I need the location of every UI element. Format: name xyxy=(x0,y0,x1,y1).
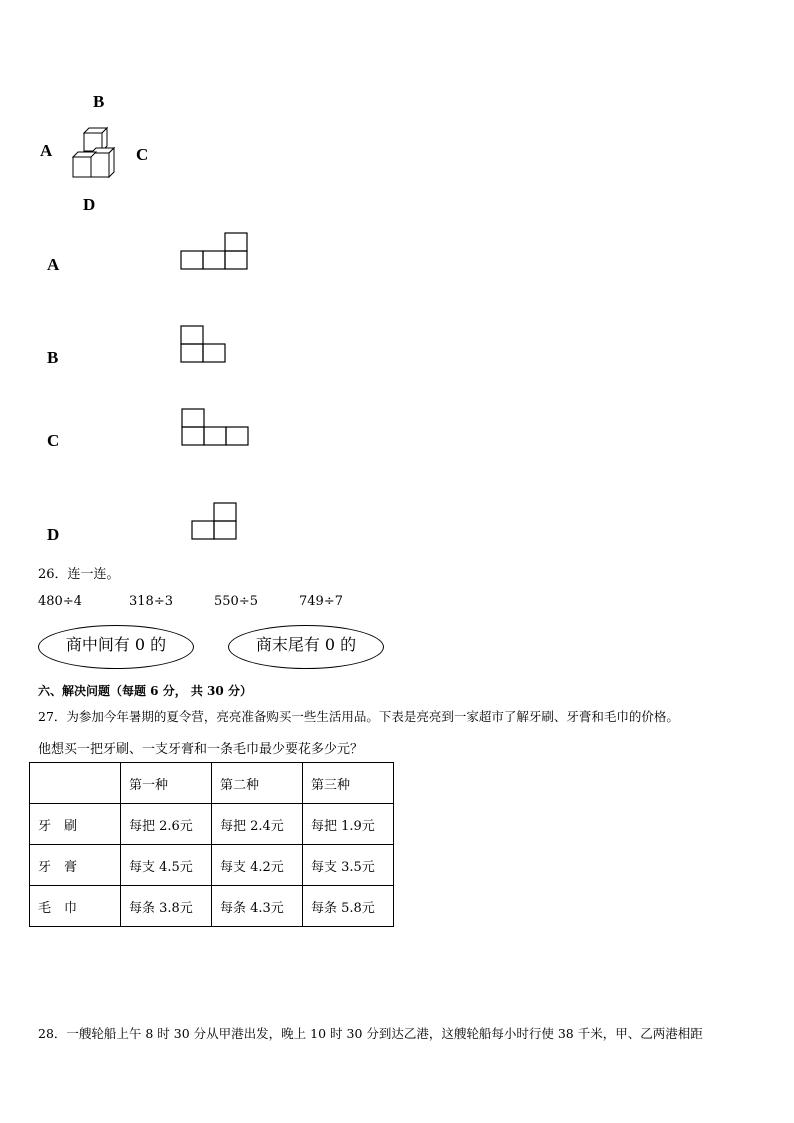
table-cell: 每条 5.8元 xyxy=(303,886,394,927)
q26-oval-end-zero-text: 商末尾有 0 的 xyxy=(255,635,357,654)
view-label-bottom: D xyxy=(83,195,96,214)
option-c-figure xyxy=(181,408,251,448)
q26-expression-4: 749÷7 xyxy=(299,594,343,609)
q26-expression-1: 480÷4 xyxy=(38,594,82,609)
view-label-top: B xyxy=(93,92,105,111)
table-cell: 每支 4.5元 xyxy=(121,845,212,886)
table-header-cell: 第二种 xyxy=(212,763,303,804)
section6-title: 六、解决问题（每题 6 分， 共 30 分） xyxy=(38,684,252,698)
table-header-cell xyxy=(30,763,121,804)
option-d-label: D xyxy=(47,525,60,544)
table-cell: 牙 刷 xyxy=(30,804,121,845)
table-cell: 每支 4.2元 xyxy=(212,845,303,886)
q28-line1: 28．一艘轮船上午 8 时 30 分从甲港出发，晚上 10 时 30 分到达乙港，这艘轮船每小时行使 38 千米，甲、乙两港相距 xyxy=(38,1026,703,1041)
view-label-left: A xyxy=(40,141,53,160)
table-row xyxy=(30,886,394,927)
table-header-cell: 第三种 xyxy=(303,763,394,804)
table-cell: 每支 3.5元 xyxy=(303,845,394,886)
table-cell: 毛 巾 xyxy=(30,886,121,927)
q26-expression-3: 550÷5 xyxy=(214,594,258,609)
table-cell: 每把 1.9元 xyxy=(303,804,394,845)
table-row xyxy=(30,845,394,886)
table-cell: 每把 2.4元 xyxy=(212,804,303,845)
option-a-label: A xyxy=(47,255,60,274)
q27-line1: 27．为参加今年暑期的夏令营，亮亮准备购买一些生活用品。下表是亮亮到一家超市了解牙刷、牙膏和毛巾的价格。 xyxy=(38,709,679,724)
option-c-label: C xyxy=(47,431,60,450)
q26-title: 26．连一连。 xyxy=(38,567,120,582)
table-cell: 每条 4.3元 xyxy=(212,886,303,927)
q26-oval-middle-zero-text: 商中间有 0 的 xyxy=(65,635,167,654)
q26-oval-middle-zero xyxy=(38,625,194,669)
price-table xyxy=(29,762,394,927)
cube-stack-figure xyxy=(70,126,122,181)
q27-line2: 他想买一把牙刷、一支牙膏和一条毛巾最少要花多少元？ xyxy=(38,742,364,757)
table-cell: 牙 膏 xyxy=(30,845,121,886)
option-a-figure xyxy=(180,232,250,272)
option-b-label: B xyxy=(47,348,59,367)
table-cell: 每把 2.6元 xyxy=(121,804,212,845)
table-cell: 每条 3.8元 xyxy=(121,886,212,927)
view-label-right: C xyxy=(136,145,149,164)
q26-expression-2: 318÷3 xyxy=(129,594,173,609)
table-header-cell: 第一种 xyxy=(121,763,212,804)
table-row xyxy=(30,804,394,845)
option-d-figure xyxy=(191,502,239,542)
table-header-row xyxy=(30,763,394,804)
q26-oval-end-zero xyxy=(228,625,384,669)
option-b-figure xyxy=(180,325,228,365)
